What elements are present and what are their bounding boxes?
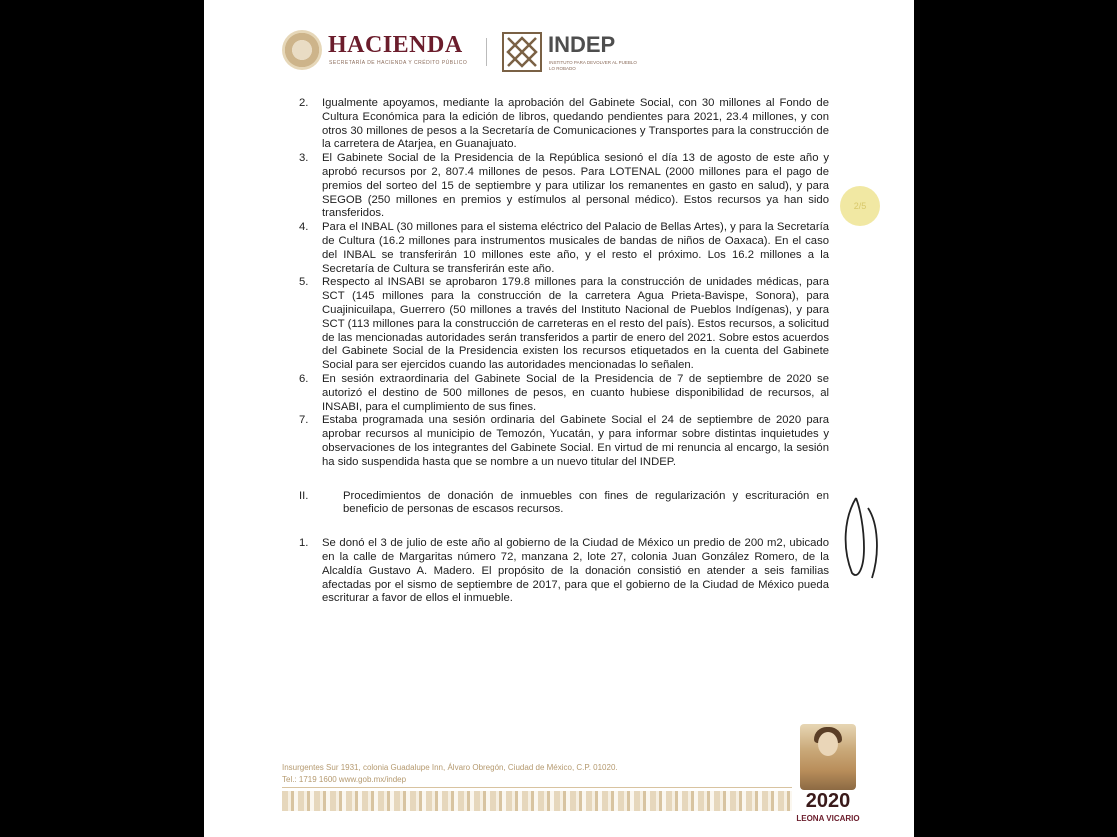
emblem-name: LEONA VICARIO	[796, 814, 860, 823]
list-item-number: 7.	[299, 414, 309, 427]
list-item-text: Para el INBAL (30 millones para el sistema eléctrico del Palacio de Bellas Artes), y para la Secretaría de Cultura (16.2 millones para instrumentos musicales de bandas de niños de Oaxaca). En el caso del INBAL se transferirán 10 millones este año, y el resto el próximo. Los 16.2 millones a la Secretaría de Cultura se transferirán este año.	[322, 221, 829, 275]
page-stamp: 2/5	[840, 186, 880, 226]
list-item	[299, 221, 829, 276]
portrait-image	[800, 724, 856, 790]
section-number: II.	[299, 489, 309, 502]
list-item-number: 6.	[299, 372, 309, 385]
section-text: Procedimientos de donación de inmuebles con fines de regularización y escrituración en beneficio de personas de escasos recursos.	[343, 489, 829, 516]
list-item-number: 3.	[299, 152, 309, 165]
list-item-text: Igualmente apoyamos, mediante la aprobación del Gabinete Social, con 30 millones al Fondo de Cultura Económica para la edición de libros, quedando pendientes para 2021, 23.4 millones, y con otros 30 millones de pesos a la Secretaría de Comunicaciones y Transportes para la construcción de la carretera de Atarjea, en Guanajuato.	[322, 97, 829, 151]
list-item	[299, 414, 829, 469]
list-item-text: En sesión extraordinaria del Gabinete Social de la Presidencia de 7 de septiembre de 2020 se autorizó el destino de 500 millones de pesos, en cuanto hubiese disponibilidad de recursos, al INSABI, para el cumplimiento de sus fines.	[322, 372, 829, 413]
document-page	[204, 0, 914, 837]
list-item-number: 1.	[299, 537, 309, 550]
indep-logo-text: INDEP	[548, 32, 616, 57]
footer-divider	[282, 787, 792, 788]
header-divider	[486, 38, 487, 66]
hacienda-logo-text: HACIENDA	[328, 32, 463, 58]
indep-subtitle: INSTITUTO PARA DEVOLVER AL PUEBLO LO ROBADO	[549, 60, 637, 71]
list-item-number: 5.	[299, 276, 309, 289]
list-item	[299, 97, 829, 152]
list-item-text: El Gabinete Social de la Presidencia de la República sesionó el día 13 de agosto de este año y aprobó recursos por 2, 807.4 millones de pesos. Para LOTENAL (2000 millones para el pago de premios del sorteo del 15 de septiembre y para utilizar los remanentes en gasto en salud), y para SEGOB (250 millones en premios y estímulos al personal médico). Estos recursos ya han sido transferidos.	[322, 152, 829, 220]
list-item	[299, 373, 829, 414]
list-item-number: 2.	[299, 97, 309, 109]
list-item	[299, 276, 829, 373]
list-item-number: 4.	[299, 221, 309, 234]
handwritten-signature	[834, 488, 889, 583]
footer-contact: Tel.: 1719 1600 www.gob.mx/indep	[282, 775, 407, 784]
letterhead	[282, 30, 642, 74]
footer-address: Insurgentes Sur 1931, colonia Guadalupe Inn, Álvaro Obregón, Ciudad de México, C.P. 01020.	[282, 763, 618, 772]
indep-logo-icon	[502, 32, 542, 72]
list-item-text: Se donó el 3 de julio de este año al gobierno de la Ciudad de México un predio de 200 m2, ubicado en la calle de Margaritas número 72, manzana 2, lote 27, colonia Juan González Romero, de la Alcaldía Gustavo A. Madero. El propósito de la donación consistió en atender a seis familias afectadas por el sismo de septiembre de 2017, para que el gobierno de la Ciudad de México pueda escriturar a favor de ellos el inmueble.	[322, 537, 829, 605]
hacienda-subtitle: SECRETARÍA DE HACIENDA Y CRÉDITO PÚBLICO	[329, 60, 468, 66]
numbered-list-b	[299, 537, 829, 606]
mexico-seal-icon	[282, 30, 322, 70]
numbered-list-a	[299, 97, 829, 470]
emblem-year: 2020	[805, 790, 851, 812]
leona-vicario-emblem	[792, 724, 864, 832]
list-item	[299, 152, 829, 221]
list-item-text: Respecto al INSABI se aprobaron 179.8 millones para la construcción de unidades médicas, para SCT (145 millones para la construcción de la carretera Agua Prieta-Bavispe, Sonora), para Cuajinicuilapa, Guerrero (50 millones a través del Instituto Nacional de Pueblos Indígenas), y para SCT (113 millones para la construcción de carreteras en el resto del país). Estos recursos, a solicitud de las mencionadas autoridades serán transferidos a partir de enero del 2021. Sobre estos acuerdos del Gabinete Social de la Presidencia existen los recursos etiquetados en la cuenta del Gabinete Social para ser ejercidos cuando las autoridades mencionadas lo señalen.	[322, 276, 829, 372]
list-item-text: Estaba programada una sesión ordinaria del Gabinete Social el 24 de septiembre de 2020 para aprobar recursos al municipio de Temozón, Yucatán, y para informar sobre distintas inquietudes y observaciones de los integrantes del Gabinete Social. En virtud de mi renuncia al encargo, la sesión ha sido suspendida hasta que se nombre a un nuevo titular del INDEP.	[322, 414, 829, 468]
document-body	[299, 97, 829, 606]
footer-pattern	[282, 791, 792, 811]
list-item	[299, 537, 829, 606]
section-heading	[299, 490, 829, 518]
